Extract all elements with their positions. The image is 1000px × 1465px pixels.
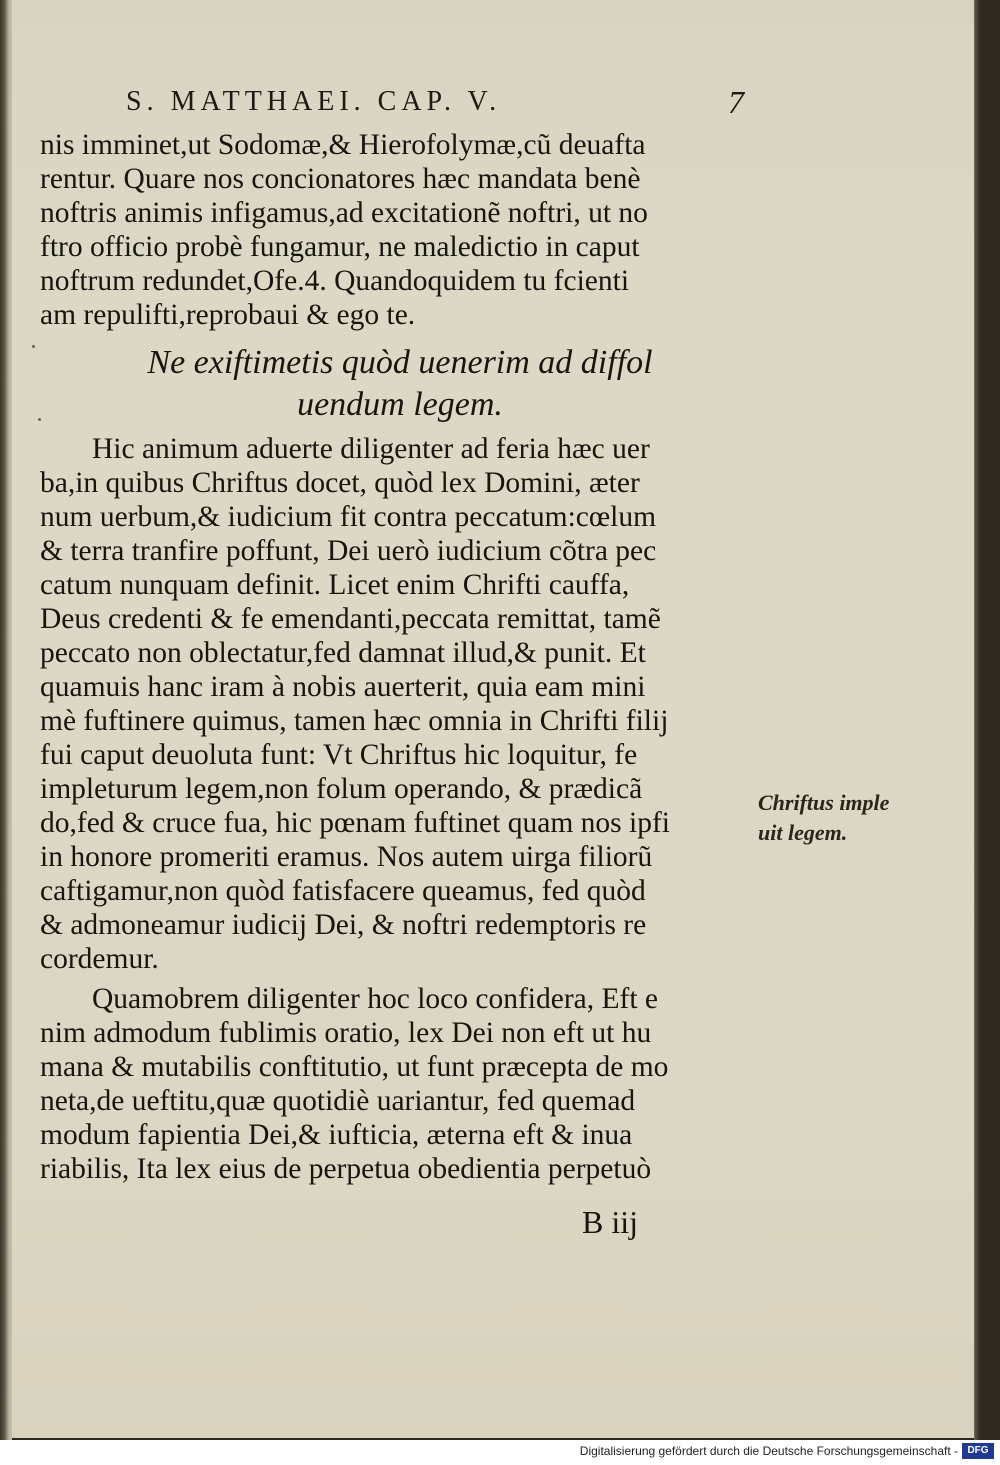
text-line: & terra tranfire poffunt, Dei uerò iudicium cõtra pec	[40, 535, 657, 567]
text-line: do,fed & cruce fua, hic pœnam fuftinet quam nos ipfi	[40, 807, 670, 839]
marginal-note-line: uit legem.	[758, 820, 848, 845]
text-line: Deus credenti & fe emendanti,peccata remittat, tamẽ	[40, 603, 661, 635]
text-line: impleturum legem,non folum operando, & prædicã	[40, 773, 643, 805]
text-line: in honore promeriti eramus. Nos autem uirga filiorũ	[40, 841, 653, 873]
main-text	[40, 128, 760, 1186]
marginal-note	[758, 788, 958, 848]
signature-mark: B iij	[582, 1204, 639, 1240]
text-line: catum nunquam definit. Licet enim Chrifti cauffa,	[40, 569, 630, 601]
text-line: am repulifti,reprobaui & ego te.	[40, 299, 416, 331]
text-line: modum fapientia Dei,& iufticia, æterna eft & inua	[40, 1119, 633, 1151]
text-line: cordemur.	[40, 943, 159, 975]
text-line: rentur. Quare nos concionatores hæc mandata benè	[40, 163, 641, 195]
ink-speck	[32, 345, 35, 348]
dfg-logo-icon[interactable]: DFG	[962, 1443, 994, 1459]
heading-line: uendum legem.	[297, 386, 503, 423]
text-line: nis imminet,ut Sodomæ,& Hierofolymæ,cũ deuafta	[40, 129, 646, 161]
text-line: noftris animis infigamus,ad excitationẽ noftri, ut no	[40, 197, 648, 229]
text-line: Quamobrem diligenter hoc loco confidera, Eft e	[92, 983, 659, 1015]
text-line: num uerbum,& iudicium fit contra peccatum:cœlum	[40, 501, 657, 533]
text-line: neta,de ueftitu,quæ quotidiè uariantur, fed quemad	[40, 1085, 636, 1117]
paragraph-2	[40, 432, 760, 976]
text-line: ba,in quibus Chriftus docet, quòd lex Domini, æter	[40, 467, 640, 499]
page-number: 7	[728, 84, 744, 120]
paragraph-3	[40, 982, 760, 1186]
text-line: mana & mutabilis conftitutio, ut funt præcepta de mo	[40, 1051, 669, 1083]
text-line: mè fuftinere quimus, tamen hæc omnia in Chrifti filij	[40, 705, 669, 737]
text-line: nim admodum fublimis oratio, lex Dei non eft ut hu	[40, 1017, 652, 1049]
heading-line: Ne exiftimetis quòd uenerim ad diffol	[147, 344, 653, 381]
text-line: quamuis hanc iram à nobis auerterit, quia eam mini	[40, 671, 646, 703]
text-line: noftrum redundet,Ofe.4. Quandoquidem tu fcienti	[40, 265, 630, 297]
text-line: ftro officio probè fungamur, ne maledictio in caput	[40, 231, 640, 263]
footer-bar	[0, 1440, 1000, 1465]
section-heading	[40, 342, 760, 426]
paragraph-1	[40, 128, 760, 332]
text-line: peccato non oblectatur,fed damnat illud,& punit. Et	[40, 637, 646, 669]
text-line: & admoneamur iudicij Dei, & noftri redemptoris re	[40, 909, 647, 941]
running-head: S. MATTHAEI. CAP. V.	[126, 86, 502, 117]
text-line: fui caput deuoluta funt: Vt Chriftus hic loquitur, fe	[40, 739, 638, 771]
funding-credit: Digitalisierung gefördert durch die Deutsche Forschungsgemeinschaft -	[579, 1444, 958, 1458]
text-line: Hic animum aduerte diligenter ad feria hæc uer	[92, 433, 650, 465]
text-line: caftigamur,non quòd fatisfacere queamus, fed quòd	[40, 875, 646, 907]
text-line: riabilis, Ita lex eius de perpetua obedientia perpetuò	[40, 1153, 652, 1185]
marginal-note-line: Chriftus imple	[758, 790, 890, 815]
